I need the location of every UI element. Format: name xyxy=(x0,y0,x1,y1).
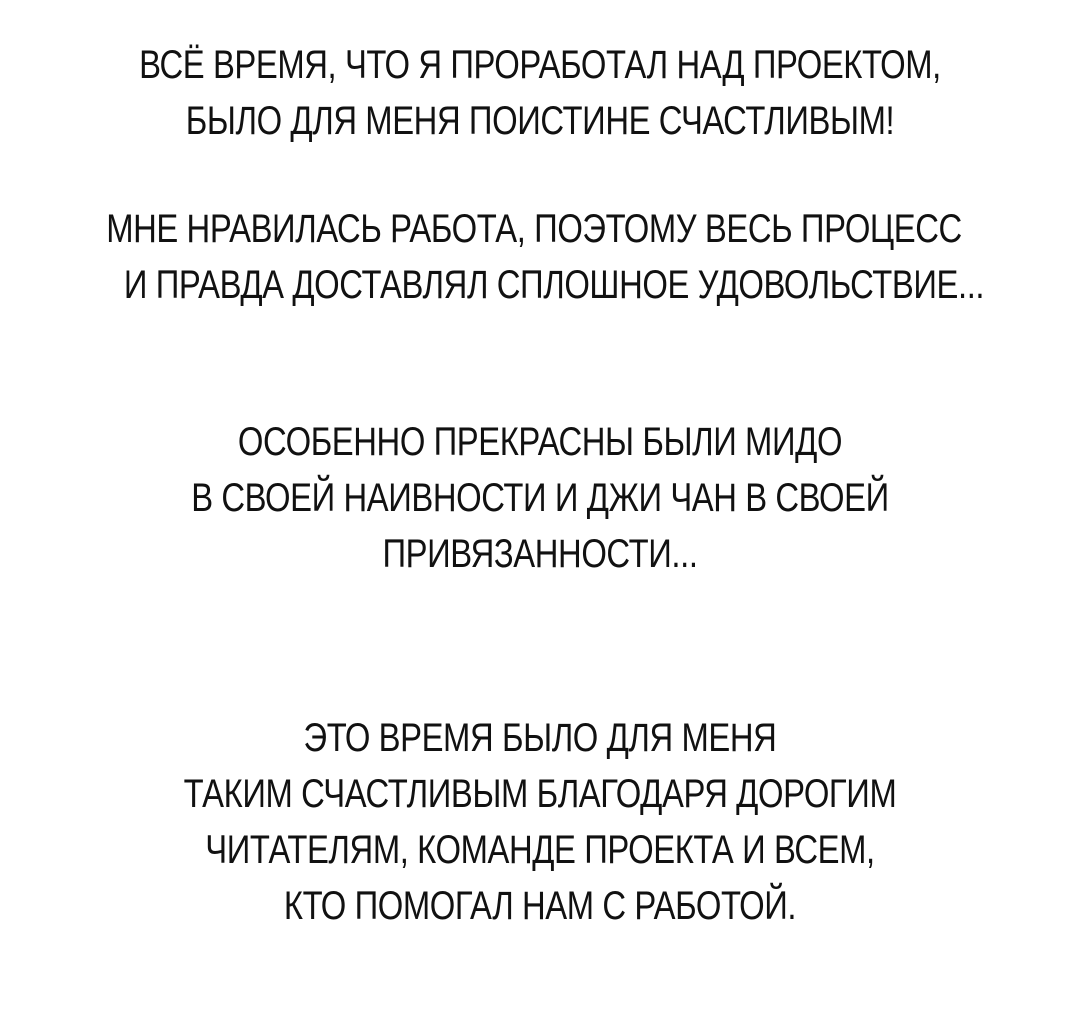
text-line: ТАКИМ СЧАСТЛИВЫМ БЛАГОДАРЯ ДОРОГИМ xyxy=(183,772,897,816)
text-line: И ПРАВДА ДОСТАВЛЯЛ СПЛОШНОЕ УДОВОЛЬСТВИЕ... xyxy=(123,263,985,307)
text-line: МНЕ НРАВИЛАСЬ РАБОТА, ПОЭТОМУ ВЕСЬ ПРОЦЕСС xyxy=(106,207,962,251)
text-line: В СВОЕЙ НАИВНОСТИ И ДЖИ ЧАН В СВОЕЙ xyxy=(191,476,889,520)
text-line: КТО ПОМОГАЛ НАМ С РАБОТОЙ. xyxy=(283,884,797,928)
paragraph-1 xyxy=(0,37,1080,149)
paragraph-3 xyxy=(0,414,1080,582)
paragraph-2 xyxy=(0,201,1080,313)
text-line: ЧИТАТЕЛЯМ, КОМАНДЕ ПРОЕКТА И ВСЕМ, xyxy=(205,828,875,872)
text-line: ОСОБЕННО ПРЕКРАСНЫ БЫЛИ МИДО xyxy=(237,420,843,464)
text-line: ПРИВЯЗАННОСТИ... xyxy=(382,532,698,576)
text-line: ЭТО ВРЕМЯ БЫЛО ДЛЯ МЕНЯ xyxy=(303,716,777,760)
text-line: БЫЛО ДЛЯ МЕНЯ ПОИСТИНЕ СЧАСТЛИВЫМ! xyxy=(185,99,895,143)
text-line: ВСЁ ВРЕМЯ, ЧТО Я ПРОРАБОТАЛ НАД ПРОЕКТОМ, xyxy=(139,43,941,87)
paragraph-4 xyxy=(0,710,1080,934)
